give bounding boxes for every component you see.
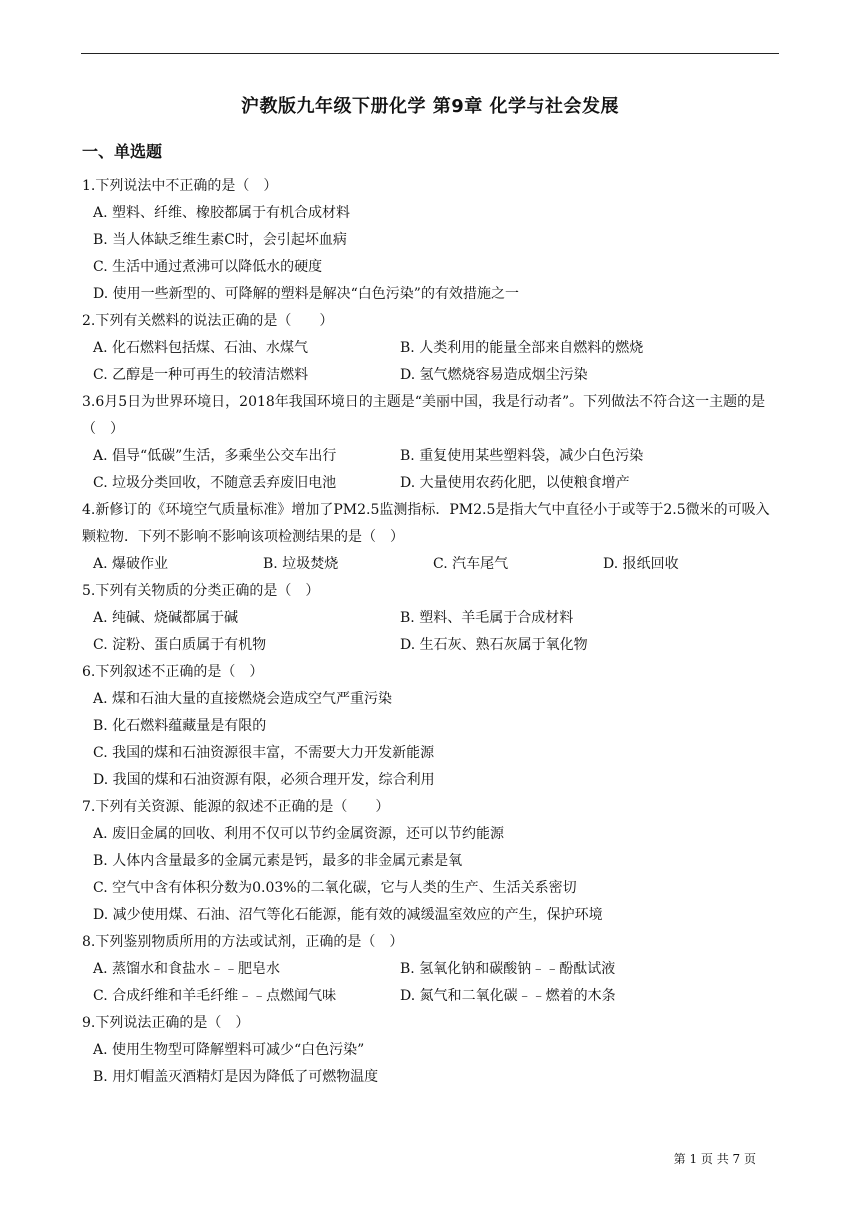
- section-heading: 一、单选题: [82, 142, 163, 161]
- option: C. 垃圾分类回收，不随意丢弃废旧电池: [93, 475, 337, 491]
- option: A. 煤和石油大量的直接燃烧会造成空气严重污染: [93, 691, 393, 707]
- option: B. 垃圾焚烧: [263, 556, 339, 572]
- option-row: [82, 335, 778, 362]
- option: B. 塑料、羊毛属于合成材料: [400, 610, 574, 626]
- option: D. 使用一些新型的、可降解的塑料是解决“白色污染”的有效措施之一: [93, 286, 519, 302]
- header-rule: [81, 53, 779, 54]
- option: C. 生活中通过煮沸可以降低水的硬度: [93, 259, 323, 275]
- question-stem: 8.下列鉴别物质所用的方法或试剂，正确的是（ ）: [82, 934, 404, 950]
- option: D. 氢气燃烧容易造成烟尘污染: [400, 367, 588, 383]
- option: B. 人类利用的能量全部来自燃料的燃烧: [400, 340, 644, 356]
- option: B. 用灯帽盖灭酒精灯是因为降低了可燃物温度: [93, 1069, 379, 1085]
- option: A. 蒸馏水和食盐水﹣﹣肥皂水: [93, 961, 281, 977]
- option: A. 爆破作业: [93, 556, 169, 572]
- option: C. 乙醇是一种可再生的较清洁燃料: [93, 367, 309, 383]
- option: B. 氢氧化钠和碳酸钠﹣﹣酚酞试液: [400, 961, 616, 977]
- option: B. 当人体缺乏维生素C时，会引起坏血病: [93, 232, 347, 248]
- option: D. 我国的煤和石油资源有限，必须合理开发，综合利用: [93, 772, 435, 788]
- question-stem: 6.下列叙述不正确的是（ ）: [82, 664, 264, 680]
- option: D. 大量使用农药化肥，以使粮食增产: [400, 475, 630, 491]
- option: D. 生石灰、熟石灰属于氧化物: [400, 637, 588, 653]
- option: A. 化石燃料包括煤、石油、水煤气: [93, 340, 309, 356]
- option-row: [82, 470, 778, 497]
- option-row: [82, 956, 778, 983]
- question-stem: 1.下列说法中不正确的是（ ）: [82, 178, 278, 194]
- option: D. 报纸回收: [603, 556, 679, 572]
- option-row: [82, 443, 778, 470]
- question-stem: 7.下列有关资源、能源的叙述不正确的是（ ）: [82, 799, 390, 815]
- question-stem: 9.下列说法正确的是（ ）: [82, 1015, 250, 1031]
- option: C. 我国的煤和石油资源很丰富，不需要大力开发新能源: [93, 745, 435, 761]
- option: C. 淀粉、蛋白质属于有机物: [93, 637, 267, 653]
- option: D. 减少使用煤、石油、沼气等化石能源，能有效的减缓温室效应的产生，保护环境: [93, 907, 603, 923]
- page-title: 沪教版九年级下册化学 第9章 化学与社会发展: [240, 96, 620, 117]
- option: C. 汽车尾气: [433, 556, 509, 572]
- option: D. 氮气和二氧化碳﹣﹣燃着的木条: [400, 988, 616, 1004]
- option: A. 塑料、纤维、橡胶都属于有机合成材料: [93, 205, 351, 221]
- option: B. 重复使用某些塑料袋，减少白色污染: [400, 448, 644, 464]
- option-row: [82, 605, 778, 632]
- option: B. 人体内含量最多的金属元素是钙，最多的非金属元素是氧: [93, 853, 463, 869]
- question-stem: 2.下列有关燃料的说法正确的是（ ）: [82, 313, 334, 329]
- question-stem: 3.6月5日为世界环境日，2018年我国环境日的主题是“美丽中国，我是行动者”。下列做法不符合这一主题的是（ ）: [82, 394, 766, 437]
- question-list: [82, 173, 778, 1091]
- option: A. 使用生物型可降解塑料可减少“白色污染”: [93, 1042, 365, 1058]
- page-number: 第 1 页 共 7 页: [673, 1152, 756, 1166]
- option-row: [82, 983, 778, 1010]
- option: C. 合成纤维和羊毛纤维﹣﹣点燃闻气味: [93, 988, 337, 1004]
- option-row: [82, 551, 778, 578]
- option-row: [82, 362, 778, 389]
- option: B. 化石燃料蕴藏量是有限的: [93, 718, 267, 734]
- option: A. 纯碱、烧碱都属于碱: [93, 610, 239, 626]
- option: C. 空气中含有体积分数为0.03%的二氧化碳，它与人类的生产、生活关系密切: [93, 880, 577, 896]
- question-stem: 4.新修订的《环境空气质量标准》增加了PM2.5监测指标．PM2.5是指大气中直径小于或等于2.5微米的可吸入颗粒物．下列不影响不影响该项检测结果的是（ ）: [82, 502, 770, 545]
- question-stem: 5.下列有关物质的分类正确的是（ ）: [82, 583, 320, 599]
- option: A. 倡导“低碳”生活，多乘坐公交车出行: [93, 448, 337, 464]
- option-row: [82, 632, 778, 659]
- option: A. 废旧金属的回收、利用不仅可以节约金属资源，还可以节约能源: [93, 826, 505, 842]
